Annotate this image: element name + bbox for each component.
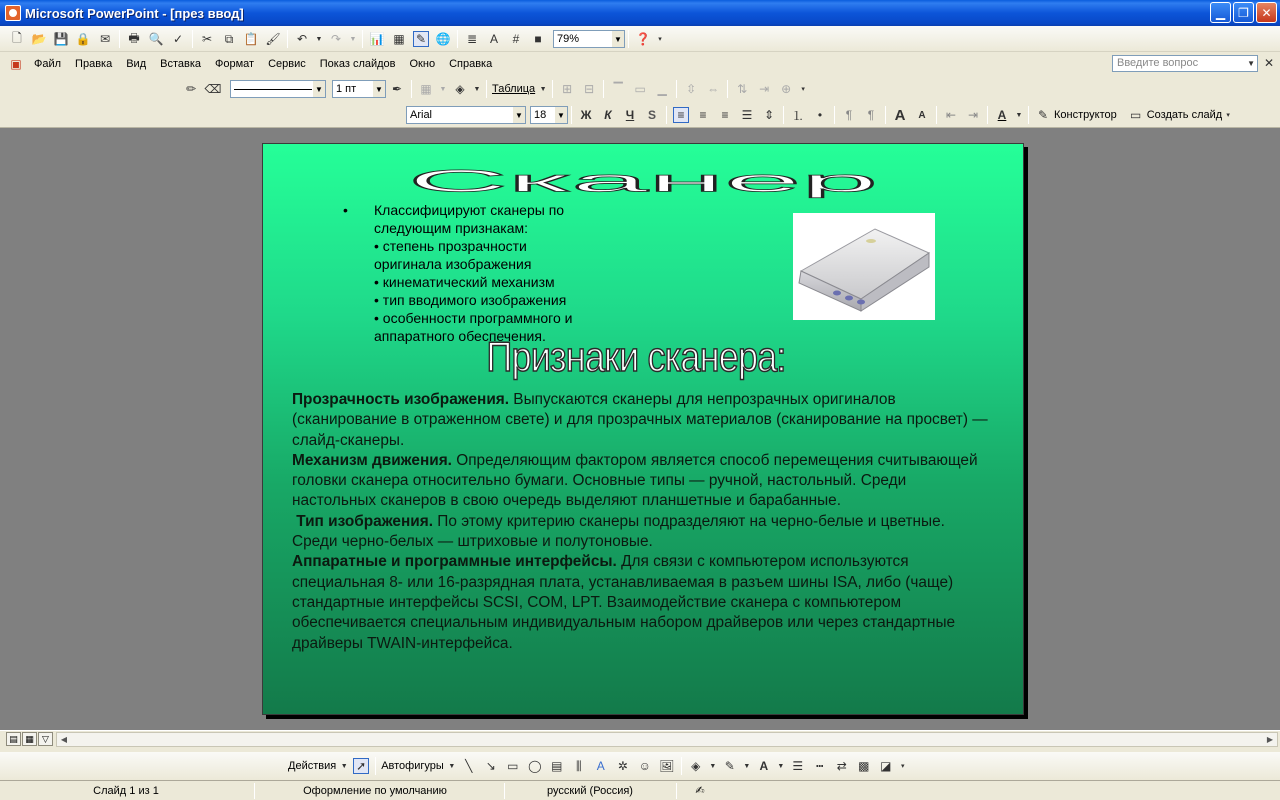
draw-table-icon[interactable]: ✏ <box>185 82 197 96</box>
powerpoint-app-icon[interactable] <box>5 5 21 21</box>
menu-insert[interactable]: Вставка <box>160 57 202 70</box>
text-direction-icon[interactable]: ⇅ <box>737 82 748 96</box>
chevron-down-icon[interactable]: ▼ <box>313 81 325 97</box>
italic-button[interactable]: К <box>604 108 612 122</box>
toolbar-separator <box>834 106 835 124</box>
designer-button[interactable]: Конструктор <box>1054 109 1117 121</box>
table-toolbar-options-icon[interactable]: ▾ <box>801 86 805 93</box>
status-divider <box>504 783 505 799</box>
line-weight-value: 1 пт <box>336 83 357 95</box>
bullets-icon[interactable]: • <box>817 108 823 122</box>
expand-all-icon[interactable]: ≣ <box>466 32 478 46</box>
distribute-rows-icon[interactable]: ⇳ <box>686 82 697 96</box>
minimize-button[interactable]: ▁ <box>1210 2 1231 23</box>
bullet-text <box>374 201 603 345</box>
toolbar-separator <box>603 80 604 98</box>
vertical-textbox-icon[interactable]: ⫼ <box>576 758 582 773</box>
toolbar-separator <box>571 106 572 124</box>
restore-button[interactable]: ❐ <box>1233 2 1254 23</box>
spelling-status-icon[interactable]: ✍ <box>695 785 705 797</box>
toolbar-separator <box>628 30 629 48</box>
redo-icon[interactable]: ↷ <box>330 32 342 46</box>
toolbar-separator <box>457 30 458 48</box>
bullet-line: • кинематический механизм <box>374 274 555 290</box>
chevron-down-icon[interactable]: ▼ <box>612 31 624 47</box>
bullet-textbox[interactable] <box>343 201 603 345</box>
wordart-tool-icon[interactable]: A <box>596 759 605 773</box>
open-folder-icon[interactable]: 📂 <box>31 32 47 46</box>
underline-button[interactable]: Ч <box>625 108 635 122</box>
format-painter-icon[interactable]: 🖌 <box>265 32 281 46</box>
zoom-value: 79% <box>557 33 580 45</box>
font-color-dropdown-icon[interactable]: ▼ <box>1015 111 1023 119</box>
paragraph <box>292 452 978 510</box>
toolbar-separator <box>987 106 988 124</box>
toolbar-separator <box>552 80 553 98</box>
normal-view-icon[interactable]: ▤ <box>6 732 21 746</box>
arrow-tool-icon[interactable]: ↘ <box>485 759 496 773</box>
help-icon[interactable]: ❓ <box>635 32 651 46</box>
diagram-tool-icon[interactable]: ✲ <box>617 759 628 773</box>
eraser-icon[interactable]: ⌫ <box>204 82 222 96</box>
menu-format[interactable]: Формат <box>215 57 255 70</box>
insert-table-icon[interactable]: ▦ <box>393 32 405 46</box>
toolbar-separator <box>192 30 193 48</box>
insert-picture-icon[interactable]: 🖼 <box>659 759 675 773</box>
toolbar-separator <box>783 106 784 124</box>
paragraph-heading: Аппаратные и программные интерфейсы. <box>292 553 617 571</box>
select-objects-icon[interactable]: ➚ <box>353 758 369 774</box>
paste-icon[interactable]: 📋 <box>243 32 259 46</box>
undo-dropdown-icon[interactable]: ▼ <box>315 35 323 43</box>
bullet-line: аппаратного обеспечения. <box>374 328 546 344</box>
status-divider <box>254 783 255 799</box>
increase-indent-icon[interactable]: ⇥ <box>967 108 979 122</box>
paragraph <box>292 553 955 651</box>
decrease-indent-icon[interactable]: ⇤ <box>945 108 957 122</box>
line-color-dropdown-icon[interactable]: ▼ <box>743 762 751 770</box>
menu-bar <box>0 52 1280 75</box>
ltr-icon[interactable]: ¶ <box>845 108 853 122</box>
toolbar-separator <box>727 80 728 98</box>
email-icon[interactable]: ✉ <box>99 32 111 46</box>
center-vertically-icon[interactable]: ▭ <box>634 82 646 96</box>
fill-color-icon[interactable]: ◈ <box>455 82 465 96</box>
fill-dropdown-icon[interactable]: ▼ <box>473 85 481 93</box>
document-icon[interactable]: ▣ <box>10 56 22 71</box>
show-formatting-icon[interactable]: A <box>489 32 498 46</box>
toolbar-separator <box>362 30 363 48</box>
menu-view[interactable]: Вид <box>126 57 147 70</box>
insert-column-icon[interactable]: ⇥ <box>759 82 770 96</box>
format-toolbar-options-icon[interactable]: ▾ <box>1226 112 1230 119</box>
shadow-style-icon[interactable]: ▩ <box>858 759 870 773</box>
bullet-line: • особенности программного и <box>374 310 573 326</box>
borders-dropdown-icon[interactable]: ▼ <box>439 85 447 93</box>
rtl-icon[interactable]: ¶ <box>867 108 875 122</box>
chevron-down-icon[interactable]: ▼ <box>373 81 385 97</box>
distribute-text-icon[interactable]: ⇕ <box>763 108 775 122</box>
bullet-line: следующим признакам: <box>374 220 529 236</box>
align-center-icon[interactable]: ≡ <box>699 108 707 122</box>
justify-icon[interactable]: ☰ <box>741 108 753 122</box>
horizontal-scrollbar[interactable] <box>56 732 1278 747</box>
print-icon[interactable]: 🖶 <box>128 30 140 45</box>
print-preview-icon[interactable]: 🔍 <box>148 32 164 46</box>
menu-slideshow[interactable]: Показ слайдов <box>319 57 396 70</box>
toolbar-separator <box>666 106 667 124</box>
align-top-icon[interactable]: ▔ <box>613 82 623 96</box>
save-icon[interactable]: 💾 <box>53 32 69 46</box>
rectangle-tool-icon[interactable]: ▭ <box>507 759 519 773</box>
align-right-icon[interactable]: ≡ <box>721 108 729 122</box>
menu-tools[interactable]: Сервис <box>268 57 306 70</box>
increase-font-icon[interactable]: A <box>894 106 906 124</box>
status-language: русский (Россия) <box>547 785 633 797</box>
slideshow-view-icon[interactable]: ▽ <box>38 732 53 746</box>
bullet-line: Классифицируют сканеры по <box>374 202 565 218</box>
distribute-columns-icon[interactable]: ⇔ <box>707 82 720 96</box>
chevron-down-icon[interactable]: ▼ <box>555 107 567 123</box>
toolbar-separator <box>936 106 937 124</box>
toolbar-separator <box>375 757 376 775</box>
bullet-line: оригинала изображения <box>374 256 532 272</box>
bullet-line: • тип вводимого изображения <box>374 292 567 308</box>
scroll-right-icon[interactable]: ▶ <box>1266 735 1274 744</box>
line-style-combo[interactable] <box>230 80 326 98</box>
scroll-left-icon[interactable]: ◀ <box>60 735 68 744</box>
title-bar <box>0 0 1280 26</box>
menu-edit[interactable]: Правка <box>75 57 113 70</box>
formatting-toolbar <box>0 102 1280 128</box>
slide-canvas[interactable] <box>262 143 1024 715</box>
status-slide-info: Слайд 1 из 1 <box>93 785 159 797</box>
numbering-icon[interactable]: ⒈ <box>791 108 804 123</box>
insert-chart-icon[interactable]: 📊 <box>369 32 385 46</box>
paragraph <box>292 391 988 449</box>
new-slide-icon[interactable]: ▭ <box>1130 108 1142 122</box>
borders-icon[interactable]: ▦ <box>420 82 432 96</box>
chevron-down-icon[interactable]: ▼ <box>1247 59 1255 68</box>
insert-row-icon[interactable]: ⊕ <box>781 82 792 96</box>
border-color-icon[interactable]: ✒ <box>391 82 403 96</box>
menu-file[interactable]: Файл <box>34 57 62 70</box>
slide-title[interactable] <box>403 154 883 200</box>
show-grid-icon[interactable]: # <box>512 32 520 46</box>
align-left-icon[interactable]: ≡ <box>673 107 689 123</box>
copy-icon[interactable]: ⧉ <box>224 31 234 46</box>
text-color-dropdown-icon[interactable]: ▼ <box>777 762 785 770</box>
paragraph-heading: Прозрачность изображения. <box>292 391 510 408</box>
table-menu-button[interactable]: Таблица <box>492 83 536 95</box>
designer-icon[interactable]: ✎ <box>1037 108 1049 122</box>
spelling-icon[interactable]: ✓ <box>172 32 184 46</box>
standard-toolbar <box>0 26 1280 52</box>
chevron-down-icon[interactable]: ▼ <box>513 107 525 123</box>
menu-help[interactable]: Справка <box>449 57 493 70</box>
toolbar-separator <box>119 30 120 48</box>
shape-fill-icon[interactable]: ◈ <box>691 759 701 773</box>
toolbar-options-icon[interactable]: ▾ <box>658 36 662 43</box>
paragraph-heading: Тип изображения. <box>292 512 434 530</box>
line-style-sample <box>234 89 312 90</box>
paragraph-text: По этому критерию сканеры подразделяют на черно-белые и цветные. Среди черно-белых — штриховые и полутоновые. <box>292 512 945 551</box>
autoshapes-dropdown-icon[interactable]: ▼ <box>448 762 456 770</box>
insert-hyperlink-icon[interactable]: 🌐 <box>435 32 451 46</box>
dash-style-icon[interactable]: ┅ <box>816 759 824 773</box>
arrow-style-icon[interactable]: ⇄ <box>836 759 847 773</box>
window-title: Microsoft PowerPoint - [през ввод] <box>25 5 244 21</box>
paragraph <box>292 513 945 550</box>
drawing-toolbar-options-icon[interactable]: ▾ <box>901 763 905 770</box>
font-name-combo[interactable] <box>406 106 526 124</box>
autoshapes-menu-button[interactable]: Автофигуры <box>381 760 444 772</box>
wordart-title-text: Сканер <box>407 163 878 199</box>
font-color-icon[interactable]: A <box>997 108 1007 122</box>
bullet-marker: • <box>343 202 348 218</box>
shape-fill-dropdown-icon[interactable]: ▼ <box>709 762 717 770</box>
bullet-line: • степень прозрачности <box>374 238 527 254</box>
bold-button[interactable]: Ж <box>580 108 592 122</box>
oval-tool-icon[interactable]: ◯ <box>528 759 542 773</box>
scanner-picture[interactable] <box>793 213 935 320</box>
paragraph-text: Для связи с компьютером используются специальная 8- или 16-разрядная плата, устанавливаемая в разъем шины ISA, либо (чаще) стандартные интерфейсы SCSI, COM, LPT. Взаимодействие сканера с компьютером обеспечивается специальным индивидуальным набором драйверов или через стандартные драйверы TWAIN-интерфейса. <box>292 553 956 652</box>
color-grayscale-icon[interactable]: ■ <box>534 32 542 46</box>
decrease-font-icon[interactable]: A <box>918 109 926 121</box>
redo-dropdown-icon[interactable]: ▼ <box>349 35 357 43</box>
zoom-combo[interactable] <box>553 30 625 48</box>
toolbar-separator <box>1028 106 1029 124</box>
ask-question-placeholder: Введите вопрос <box>1117 57 1199 69</box>
menu-window[interactable]: Окно <box>409 57 436 70</box>
toolbar-separator <box>676 80 677 98</box>
toolbar-separator <box>885 106 886 124</box>
undo-icon[interactable]: ↶ <box>296 32 308 46</box>
paragraph-heading: Механизм движения. <box>292 451 452 469</box>
tables-borders-icon[interactable]: ✎ <box>413 31 429 47</box>
3d-style-icon[interactable]: ◪ <box>880 759 892 773</box>
status-divider <box>676 783 677 799</box>
line-weight-combo[interactable] <box>332 80 386 98</box>
actions-menu-button[interactable]: Действия <box>288 760 337 772</box>
permission-icon[interactable]: 🔒 <box>75 32 91 46</box>
shadow-button[interactable]: S <box>647 108 656 122</box>
line-style-icon[interactable]: ☰ <box>792 759 804 773</box>
tables-toolbar <box>0 76 1280 102</box>
scanner-illustration <box>793 213 935 320</box>
close-button[interactable]: ✕ <box>1256 2 1277 23</box>
toolbar-separator <box>681 757 682 775</box>
font-name-value: Arial <box>410 109 433 121</box>
window-controls <box>1210 2 1277 23</box>
toolbar-separator <box>287 30 288 48</box>
slide-sorter-view-icon[interactable]: ▦ <box>22 732 37 746</box>
body-textbox[interactable] <box>292 390 992 654</box>
status-bar <box>0 780 1280 800</box>
textbox-tool-icon[interactable]: ▤ <box>551 759 563 773</box>
new-slide-button[interactable]: Создать слайд <box>1146 109 1223 121</box>
toolbar-separator <box>411 80 412 98</box>
new-document-icon[interactable]: 🗋 <box>12 30 22 45</box>
align-bottom-icon[interactable]: ▁ <box>657 82 667 96</box>
paragraph-text: Определяющим фактором является способ перемещения считывающей головки сканера относительно бумаги. Основные типы — ручной, настольный. Среди настольных сканеров в свою очередь выделяют планшетные и барабанные. <box>292 451 978 510</box>
font-size-combo[interactable] <box>530 106 568 124</box>
clipart-tool-icon[interactable]: ☺ <box>638 759 651 773</box>
line-color-icon[interactable]: ✎ <box>724 759 735 773</box>
status-design: Оформление по умолчанию <box>303 785 447 797</box>
font-size-value: 18 <box>534 109 547 121</box>
toolbar-separator <box>486 80 487 98</box>
actions-dropdown-icon[interactable]: ▼ <box>340 762 348 770</box>
drawing-toolbar <box>0 752 1280 780</box>
split-cell-icon[interactable]: ⊟ <box>584 82 595 96</box>
line-tool-icon[interactable]: ╲ <box>465 759 473 773</box>
merge-cells-icon[interactable]: ⊞ <box>562 82 573 96</box>
ask-question-box[interactable] <box>1112 55 1258 72</box>
slide-subtitle[interactable]: Признаки сканера: <box>486 333 786 380</box>
view-bar <box>0 730 1280 747</box>
paragraph-text: Выпускаются сканеры для непрозрачных оригиналов (сканирование в отраженном свете) и для прозрачных материалов (сканирование на просвет) — слайд-сканеры. <box>292 391 988 449</box>
cut-icon[interactable]: ✂ <box>201 32 213 46</box>
table-dropdown-icon[interactable]: ▼ <box>539 85 547 93</box>
text-color-icon[interactable]: A <box>759 759 769 773</box>
close-document-icon[interactable]: ✕ <box>1263 56 1274 70</box>
